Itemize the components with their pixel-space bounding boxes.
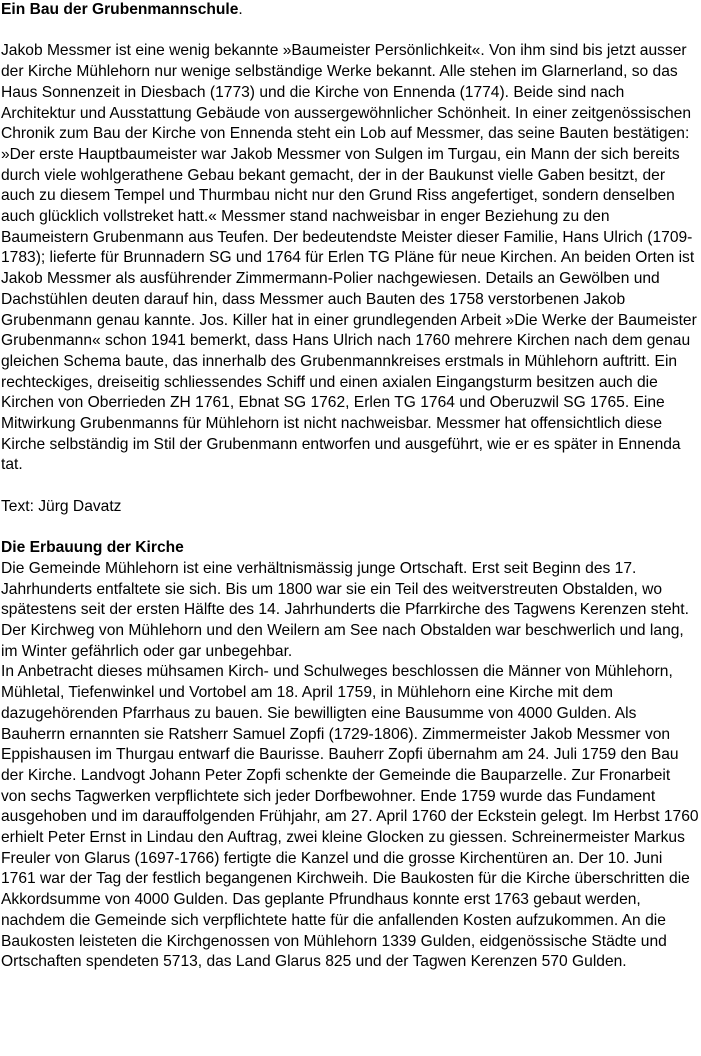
section-heading-period: . [238, 1, 243, 18]
paragraph-spacer [1, 21, 699, 42]
author-credit: Text: Jürg Davatz [1, 497, 122, 515]
body-paragraph-gemeinde: Die Gemeinde Mühlehorn ist eine verhältnismässig junge Ortschaft. Erst seit Beginn des 17. Jahrhunderts entfaltete sie sich. Bis um 1800 war sie ein Teil des weitverstreuten Obstalden, wo spätestens seit der ersten Hälfte des 14. Jahrhunderts die Pfarrkirche des Tagwens Kerenzen steht. Der Kirchweg von Mühlehorn und den Weilern am See nach Obstalden war beschwerlich und lang, im Winter gefährlich oder gar unbegehbar. [1, 559, 689, 660]
body-paragraph-messmer: Jakob Messmer ist eine wenig bekannte »Baumeister Persönlichkeit«. Von ihm sind bis jetzt ausser der Kirche Mühlehorn nur wenige selbständige Werke bekannt. Alle stehen im Glarnerland, so das Haus Sonnenzeit in Diesbach (1773) und die Kirche von Ennenda (1774). Beide sind nach Architektur und Ausstattung Gebäude von aussergewöhnlicher Schönheit. In einer zeitgenössischen Chronik zum Bau der Kirche von Ennenda steht ein Lob auf Messmer, das seine Bauten bestätigen: »Der erste Hauptbaumeister war Jakob Messmer von Sulgen im Turgau, ein Mann der sich bereits durch viele wohlgerathene Gebau bekant gemacht, der in der Baukunst vielle Gaben besitzt, der auch zu diesem Tempel und Thurmbau nicht nur den Grund Riss angefertiget, sondern denselben auch glücklich vollstreket hatt.« Messmer stand nachweisbar in enger Beziehung zu den Baumeistern Grubenmann aus Teufen. Der bedeutendste Meister dieser Familie, Hans Ulrich (1709-1783); lieferte für Brunnadern SG und 1764 für Erlen TG Pläne für neue Kirchen. An beiden Orten ist Jakob Messmer als ausführender Zimmermann-Polier nachgewiesen. Details an Gewölben und Dachstühlen deuten darauf hin, dass Messmer auch Bauten des 1758 verstorbenen Jakob Grubenmann genau kannte. Jos. Killer hat in einer grundlegenden Arbeit »Die Werke der Baumeister Grubenmann« schon 1941 bemerkt, dass Hans Ulrich nach 1760 mehrere Kirchen nach dem genau gleichen Schema baute, das innerhalb des Grubenmannkreises erstmals in Mühlehorn auftritt. Ein rechteckiges, dreiseitig schliessendes Schiff und einen axialen Eingangsturm besitzen auch die Kirchen von Oberrieden ZH 1761, Ebnat SG 1762, Erlen TG 1764 und Oberuzwil SG 1765. Eine Mitwirkung Grubenmanns für Mühlehorn ist nicht nachweisbar. Messmer hat offensichtlich diese Kirche selbständig im Stil der Grubenmann entworfen und ausgeführt, wie er es später in Ennenda tat. [1, 42, 697, 474]
section-heading-erbauung: Die Erbauung der Kirche [1, 539, 184, 557]
document-page [1, 0, 699, 973]
body-paragraph-kirchbau: In Anbetracht dieses mühsamen Kirch- und Schulweges beschlossen die Männer von Mühlehorn, Mühletal, Tiefenwinkel und Vortobel am 18. April 1759, in Mühlehorn eine Kirche mit dem dazugehörenden Pfarrhaus zu bauen. Sie bewilligten eine Bausumme von 4000 Gulden. Als Bauherrn ernannten sie Ratsherr Samuel Zopfi (1729-1806). Zimmermeister Jakob Messmer von Eppishausen im Thurgau entwarf die Baurisse. Bauherr Zopfi übernahm am 24. Juli 1759 den Bau der Kirche. Landvogt Johann Peter Zopfi schenkte der Gemeinde die Bauparzelle. Zur Fronarbeit von sechs Tagwerken verpflichtete sich jeder Dorfbewohner. Ende 1759 wurde das Fundament ausgehoben und im darauffolgenden Frühjahr, am 27. April 1760 der Eckstein gelegt. Im Herbst 1760 erhielt Peter Ernst in Lindau den Auftrag, zwei kleine Glocken zu giessen. Schreinermeister Markus Freuler von Glarus (1697-1766) fertigte die Kanzel und die grosse Kirchentüren an. Der 10. Juni 1761 war der Tag der festlich begangenen Kirchweih. Die Baukosten für die Kirche überschritten die Akkordsumme von 4000 Gulden. Das geplante Pfrundhaus konnte erst 1763 gebaut werden, nachdem die Gemeinde sich verpflichtete hatte für die anfallenden Kosten aufzukommen. An die Baukosten leisteten die Kirchgenossen von Mühlehorn 1339 Gulden, eidgenössische Städte und Ortschaften spendeten 5713, das Land Glarus 825 und der Tagwen Kerenzen 570 Gulden. [1, 663, 699, 971]
section-heading-grubenmannschule [1, 0, 699, 21]
paragraph-spacer [1, 518, 699, 539]
section-heading-text: Ein Bau der Grubenmannschule [1, 1, 239, 18]
paragraph-spacer [1, 476, 699, 497]
